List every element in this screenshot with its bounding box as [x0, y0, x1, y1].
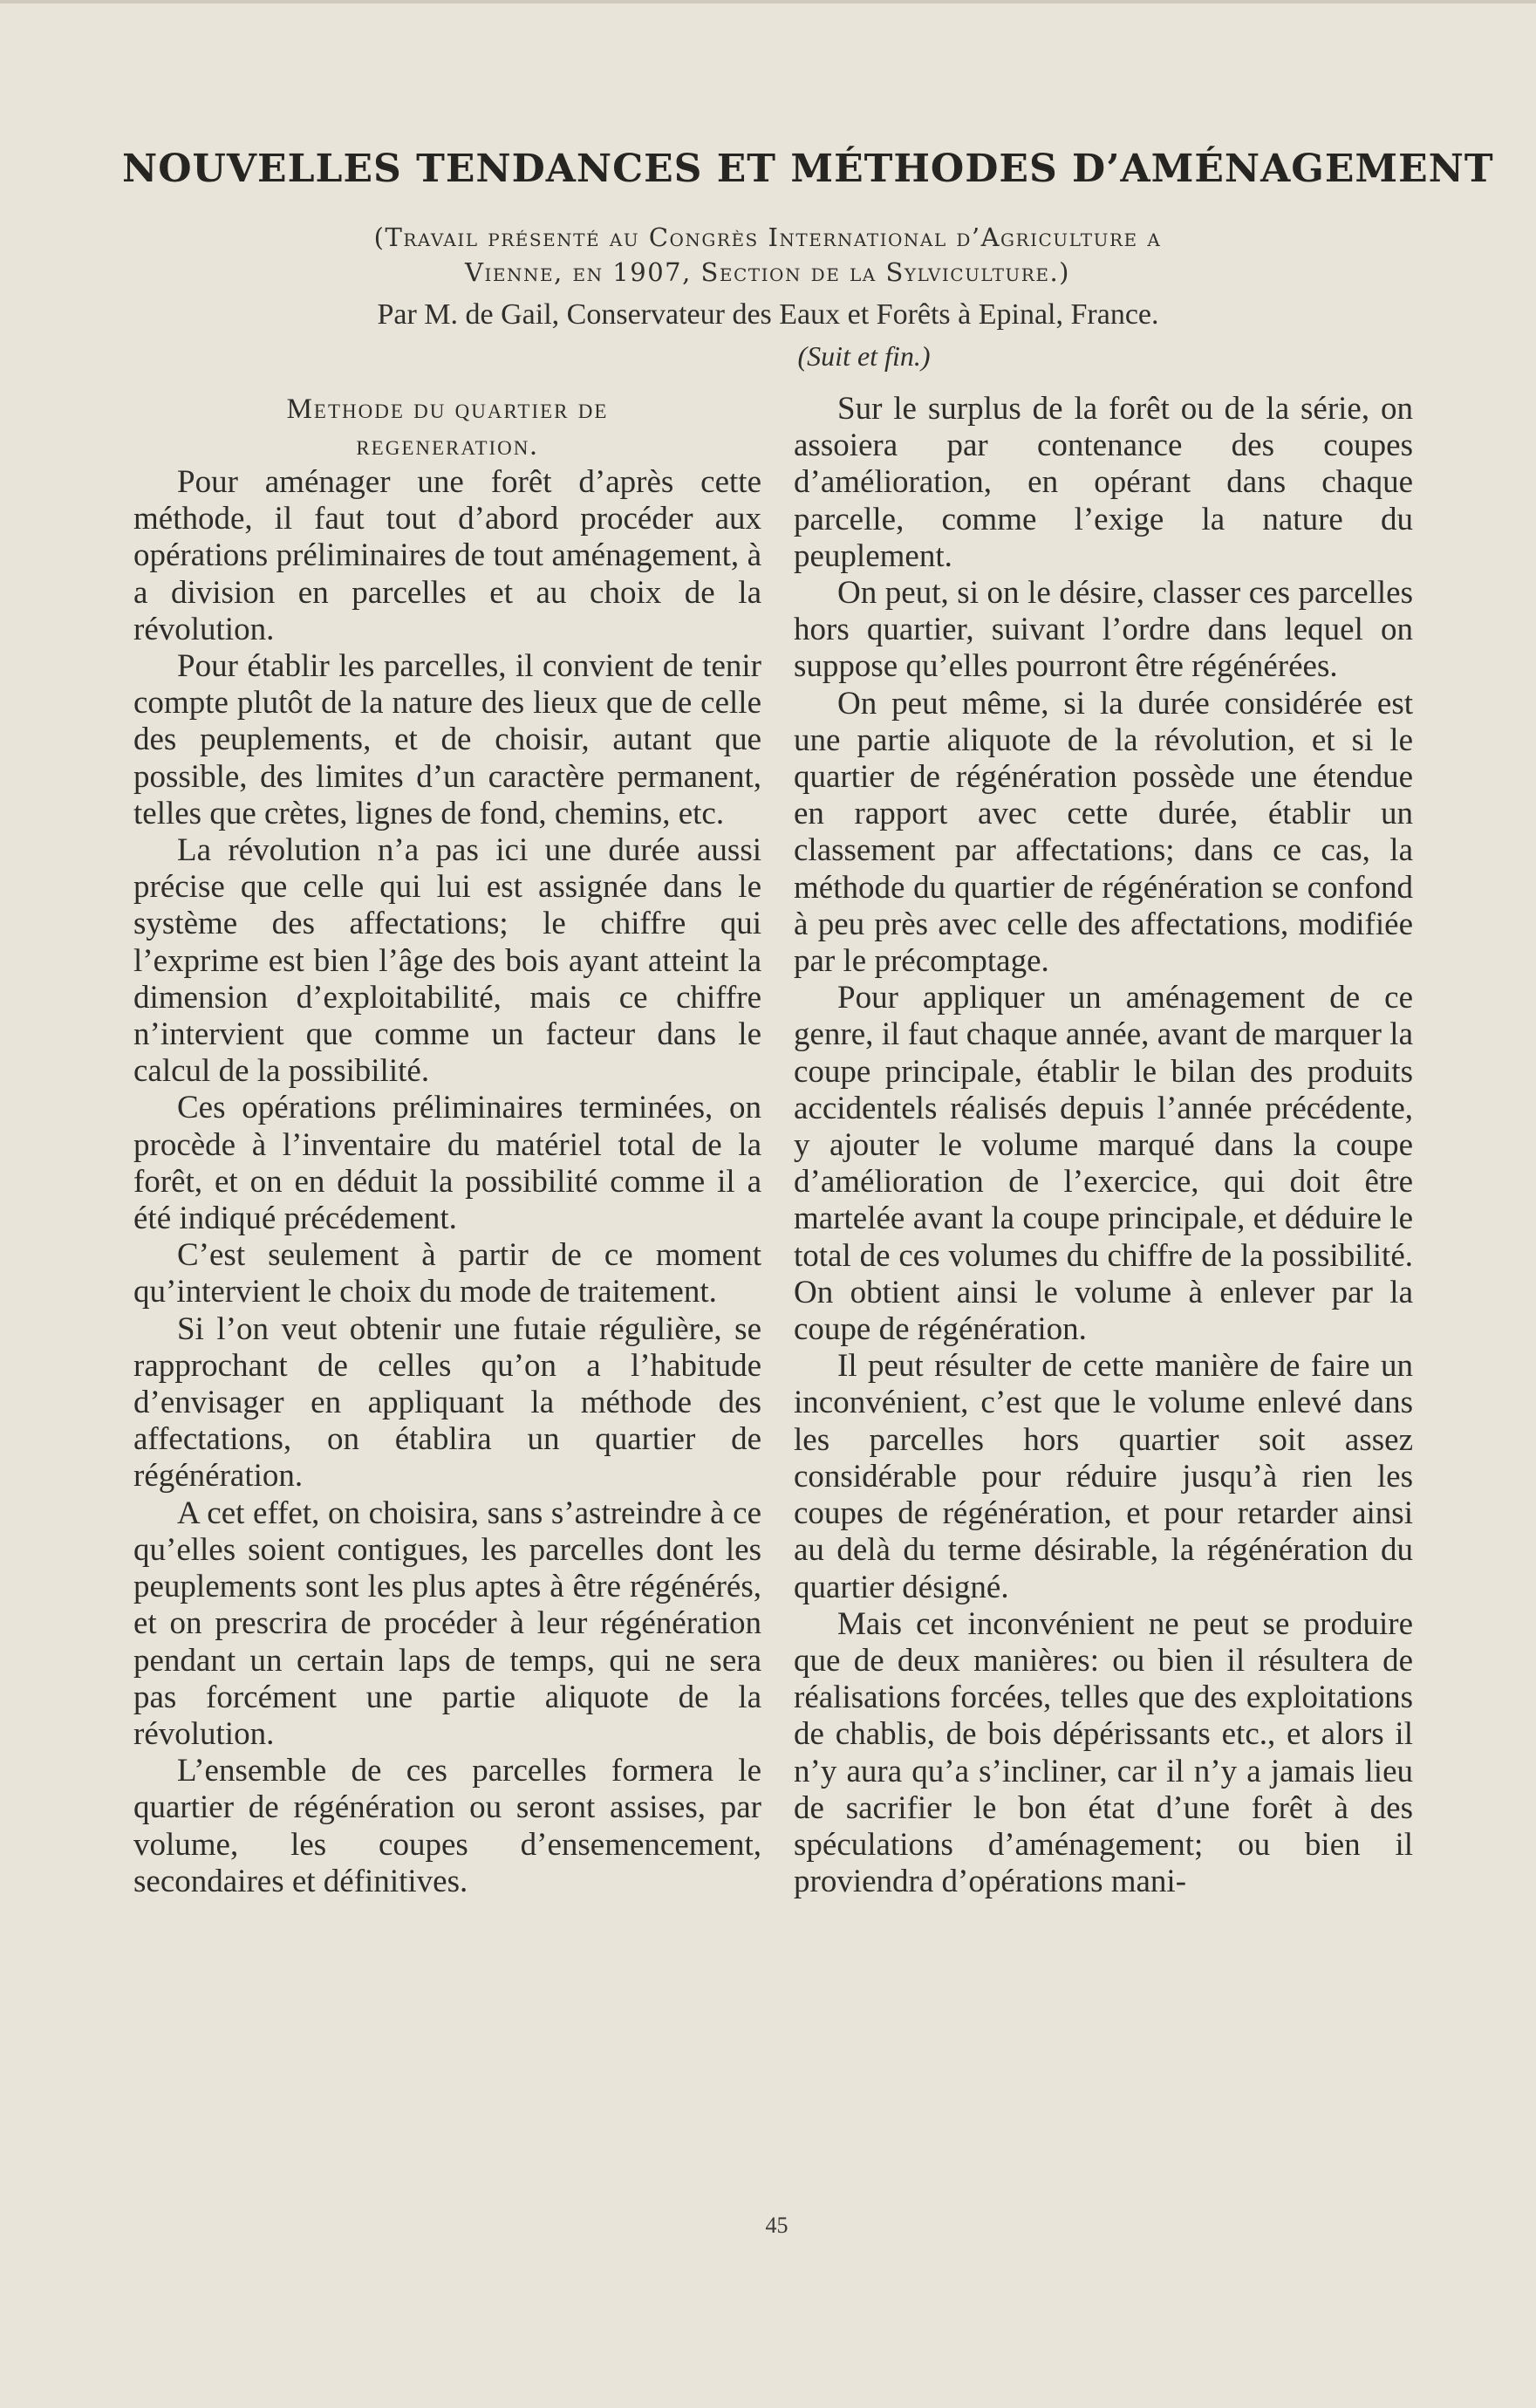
top-rule	[0, 0, 1536, 3]
article-title: NOUVELLES TENDANCES ET MÉTHODES D’AMÉNAGEMENT	[122, 147, 1494, 191]
paragraph: Pour appliquer un aménagement de ce genre, il faut chaque année, avant de marquer la coupe principale, établir le bilan des produits accidentels réalisés depuis l’année précédente, y ajouter le volume marqué dans la coupe d’amélioration de l’exercice, qui doit être martelée avant la coupe principale, et déduire le total de ces volumes du chiffre de la possibilité. On obtient ainsi le volume à enlever par la coupe de régénération.	[794, 980, 1413, 1348]
section-heading-line-1: Methode du quartier de	[286, 393, 609, 425]
paragraph: Il peut résulter de cette manière de faire un inconvénient, c’est que le volume enlevé dans les parcelles hors quartier soit assez considérable pour réduire jusqu’à rien les coupes de régénération, et pour retarder ainsi au delà du terme désirable, la régénération du quartier désigné.	[794, 1348, 1413, 1605]
continued-note: (Suit et fin.)	[797, 340, 931, 372]
paragraph: A cet effet, on choisira, sans s’astreindre à ce qu’elles soient contigues, les parcelles dont les peuplements sont les plus aptes à être régénérés, et on prescrira de procéder à leur régénération pendant un certain laps de temps, qui ne sera pas forcément une partie aliquote de la révolution.	[133, 1495, 761, 1752]
paragraph: On peut même, si la durée considérée est une partie aliquote de la révolution, et si le quartier de régénération possède une étendue en rapport avec cette durée, établir un classement par affectations; dans ce cas, la méthode du quartier de régénération se confond à peu près avec celle des affectations, modifiée par le précomptage.	[794, 685, 1413, 980]
paragraph: On peut, si on le désire, classer ces parcelles hors quartier, suivant l’ordre dans lequel on suppose qu’elles pourront être régénérées.	[794, 575, 1413, 685]
article-subtitle	[218, 220, 1317, 290]
section-heading-line-2: regeneration.	[356, 430, 539, 462]
paragraph: Sur le surplus de la forêt ou de la série, on assoiera par contenance des coupes d’amélioration, en opérant dans chaque parcelle, comme l’exige la nature du peuplement.	[794, 391, 1413, 574]
paragraph: Mais cet inconvénient ne peut se produire que de deux manières: ou bien il résultera de réalisations forcées, telles que des exploitations de chablis, de bois dépérissants etc., et alors il n’y aura qu’a s’incliner, car il n’y a jamais lieu de sacrifier le bon état d’une forêt à des spéculations d’aménagement; ou bien il proviendra d’opérations mani-	[794, 1605, 1413, 1900]
paragraph: La révolution n’a pas ici une durée aussi précise que celle qui lui est assignée dans le système des affectations; le chiffre qui l’exprime est bien l’âge des bois ayant atteint la dimension d’exploitabilité, mais ce chiffre n’intervient que comme un facteur dans le calcul de la possibilité.	[133, 832, 761, 1090]
paragraph: Si l’on veut obtenir une futaie régulière, se rapprochant de celles qu’on a l’habitude d’envisager en appliquant la méthode des affectations, on établira un quartier de régénération.	[133, 1310, 761, 1495]
paragraph: Ces opérations préliminaires terminées, on procède à l’inventaire du matériel total de la forêt, et on en déduit la possibilité comme il a été indiqué précédement.	[133, 1090, 761, 1237]
right-column	[794, 391, 1413, 1900]
left-column	[133, 391, 761, 1900]
subtitle-line-2: Vienne, en 1907, Section de la Sylviculture.)	[465, 257, 1070, 287]
paragraph: Pour aménager une forêt d’après cette méthode, il faut tout d’abord procéder aux opérations préliminaires de tout aménagement, à a division en parcelles et au choix de la révolution.	[133, 464, 761, 647]
paragraph: Pour établir les parcelles, il convient de tenir compte plutôt de la nature des lieux que de celle des peuplements, et de choisir, autant que possible, des limites d’un caractère permanent, telles que crètes, lignes de fond, chemins, etc.	[133, 648, 761, 831]
author-line: Par M. de Gail, Conservateur des Eaux et Forêts à Epinal, France.	[377, 298, 1159, 331]
section-heading	[133, 391, 761, 464]
subtitle-line-1: (Travail présenté au Congrès International d’Agriculture a	[373, 222, 1162, 252]
paragraph: L’ensemble de ces parcelles formera le quartier de régénération ou seront assises, par volume, les coupes d’ensemencement, secondaires et définitives.	[133, 1753, 761, 1899]
paragraph: C’est seulement à partir de ce moment qu’intervient le choix du mode de traitement.	[133, 1237, 761, 1310]
page-number: 45	[765, 2213, 788, 2238]
